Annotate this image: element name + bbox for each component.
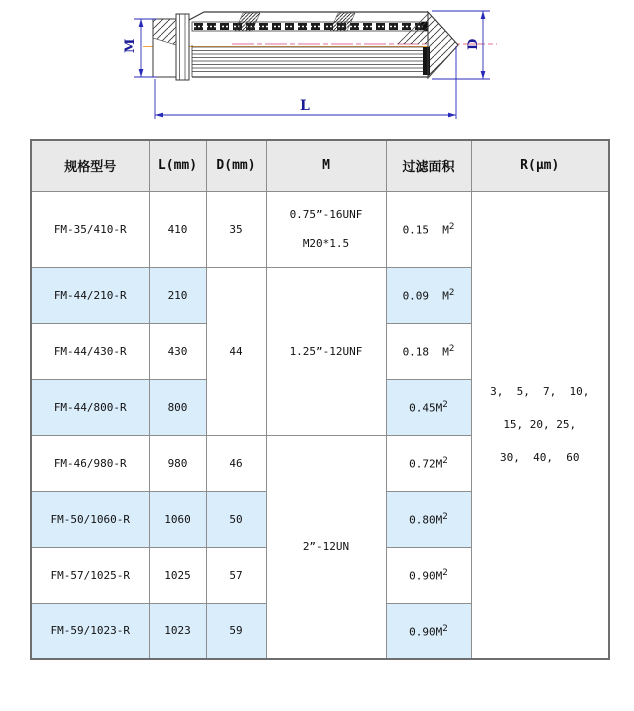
table-row xyxy=(31,191,609,267)
area-value: 0.45M xyxy=(409,401,443,415)
model-cell: FM-35/410-R xyxy=(31,191,149,267)
header-diameter-label: D(mm) xyxy=(216,158,256,174)
header-length-label: L(mm) xyxy=(157,158,198,174)
length-cell: 410 xyxy=(149,191,206,267)
area-sup: 2 xyxy=(448,221,455,233)
area-value: 0.90M xyxy=(409,625,443,639)
model-cell: FM-44/430-R xyxy=(31,323,149,379)
header-filter-area xyxy=(386,140,471,191)
end-fitting xyxy=(153,14,189,80)
diameter-cell: 59 xyxy=(206,603,266,659)
area-sup: 2 xyxy=(442,511,448,523)
rating-cell xyxy=(471,191,609,659)
thread-cell xyxy=(266,191,386,267)
length-cell: 430 xyxy=(149,323,206,379)
header-rating xyxy=(471,140,609,191)
diameter-cell: 46 xyxy=(206,435,266,491)
diameter-cell: 50 xyxy=(206,491,266,547)
area-cell xyxy=(386,435,471,491)
length-cell: 1023 xyxy=(149,603,206,659)
header-model-label: 规格型号 xyxy=(64,160,117,176)
header-length xyxy=(149,140,206,191)
area-value: 0.09 M xyxy=(402,289,449,303)
area-cell xyxy=(386,191,471,267)
model-cell: FM-44/800-R xyxy=(31,379,149,435)
diameter-cell: 44 xyxy=(206,267,266,435)
header-diameter xyxy=(206,140,266,191)
dim-label-m: M xyxy=(123,38,138,53)
thread-line-2: M20*1.5 xyxy=(302,237,350,250)
area-value: 0.72M xyxy=(409,457,443,471)
rating-line-1: 3, 5, 7, 10, xyxy=(490,385,590,399)
model-cell: FM-50/1060-R xyxy=(31,491,149,547)
dim-label-l: L xyxy=(300,98,310,114)
area-sup: 2 xyxy=(442,622,448,634)
area-cell xyxy=(386,323,471,379)
area-cell xyxy=(386,547,471,603)
thread-cell: 2”-12UN xyxy=(266,435,386,659)
length-cell: 210 xyxy=(149,267,206,323)
filter-element-technical-drawing xyxy=(0,0,634,137)
dim-label-d: D xyxy=(466,38,481,50)
length-cell: 1025 xyxy=(149,547,206,603)
area-value: 0.80M xyxy=(409,513,443,527)
diameter-cell: 57 xyxy=(206,547,266,603)
area-sup: 2 xyxy=(448,287,455,299)
thread-line-1: 0.75”-16UNF xyxy=(289,208,363,221)
length-cell: 980 xyxy=(149,435,206,491)
rating-line-2: 15, 20, 25, xyxy=(503,418,577,432)
pleated-media xyxy=(192,45,428,77)
diameter-cell: 35 xyxy=(206,191,266,267)
length-cell: 1060 xyxy=(149,491,206,547)
thread-cell: 1.25”-12UNF xyxy=(266,267,386,435)
header-thread xyxy=(266,140,386,191)
model-cell: FM-46/980-R xyxy=(31,435,149,491)
header-rating-label: R(μm) xyxy=(520,158,560,174)
area-value: 0.90M xyxy=(409,569,443,583)
length-cell: 800 xyxy=(149,379,206,435)
area-cell xyxy=(386,491,471,547)
model-cell: FM-44/210-R xyxy=(31,267,149,323)
model-cell: FM-57/1025-R xyxy=(31,547,149,603)
rating-line-3: 30, 40, 60 xyxy=(500,451,580,465)
header-thread-label: M xyxy=(322,158,330,174)
area-value: 0.18 M xyxy=(402,345,449,359)
area-sup: 2 xyxy=(442,567,448,579)
area-cell xyxy=(386,379,471,435)
area-value: 0.15 M xyxy=(402,223,449,237)
header-filter-area-label: 过滤面积 xyxy=(402,160,455,176)
model-cell: FM-59/1023-R xyxy=(31,603,149,659)
specification-table xyxy=(30,139,610,660)
area-cell xyxy=(386,603,471,659)
area-cell xyxy=(386,267,471,323)
area-sup: 2 xyxy=(442,455,448,467)
area-sup: 2 xyxy=(448,343,455,355)
area-sup: 2 xyxy=(442,399,448,411)
header-model xyxy=(31,140,149,191)
header-row xyxy=(31,140,609,191)
outer-tube xyxy=(189,12,431,31)
